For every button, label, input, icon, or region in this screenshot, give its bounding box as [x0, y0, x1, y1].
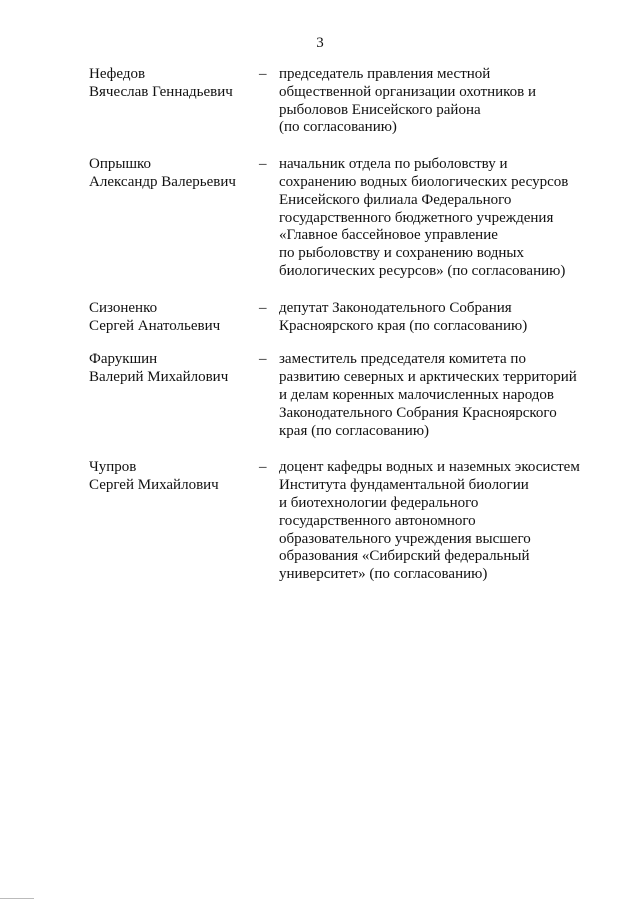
role-line: общественной организации охотников и [279, 83, 537, 100]
role-line: образовательного учреждения высшего [279, 530, 531, 547]
role-line: образования «Сибирский федеральный [279, 548, 530, 565]
member-role [279, 351, 599, 440]
role-line: депутат Законодательного Собрания [279, 299, 512, 316]
role-line: университет» (по согласованию) [279, 566, 488, 583]
member-entry-farukshin [0, 351, 640, 440]
role-line: рыболовов Енисейского района [279, 101, 481, 118]
role-line: Красноярского края (по согласованию) [279, 317, 528, 334]
member-role [279, 66, 599, 137]
member-surname: Сизоненко [89, 299, 158, 316]
role-line: биологических ресурсов» (по согласованию) [279, 262, 566, 279]
role-line: «Главное бассейновое управление [279, 227, 498, 244]
role-line: по рыболовству и сохранению водных [279, 245, 525, 262]
member-entry-opryshko [0, 156, 640, 281]
member-role [279, 156, 599, 281]
member-given-names: Сергей Анатольевич [89, 317, 221, 334]
role-line: и делам коренных малочисленных народов [279, 386, 555, 403]
role-line: Енисейского филиала Федерального [279, 191, 512, 208]
member-name [89, 156, 254, 192]
role-line: государственного автономного [279, 512, 476, 529]
role-line: начальник отдела по рыболовству и [279, 156, 508, 173]
member-given-names: Сергей Михайлович [89, 477, 219, 494]
role-line: развитию северных и арктических территорий [279, 369, 577, 386]
role-line: и биотехнологии федерального [279, 494, 479, 511]
role-line: Института фундаментальной биологии [279, 477, 529, 494]
dash-separator: – [259, 156, 267, 173]
dash-separator: – [259, 351, 267, 368]
member-entry-sizonenko [0, 300, 640, 336]
member-entry-nefedov [0, 66, 640, 137]
member-role [279, 300, 599, 336]
member-surname: Чупров [89, 459, 137, 476]
role-line: Законодательного Собрания Красноярского [279, 404, 557, 421]
dash-separator: – [259, 459, 267, 476]
member-surname: Фарукшин [89, 351, 158, 368]
member-name [89, 300, 254, 336]
role-line: сохранению водных биологических ресурсов [279, 173, 569, 190]
role-line: (по согласованию) [279, 119, 397, 136]
role-line: председатель правления местной [279, 66, 491, 82]
dash-separator: – [259, 66, 267, 82]
scan-edge-mark [0, 898, 34, 899]
member-name [89, 351, 254, 387]
member-name [89, 66, 254, 102]
role-line: государственного бюджетного учреждения [279, 209, 554, 226]
member-entry-chuprov [0, 459, 640, 584]
role-line: края (по согласованию) [279, 422, 430, 439]
member-surname: Нефедов [89, 66, 146, 82]
member-name [89, 459, 254, 495]
member-given-names: Александр Валерьевич [89, 173, 236, 190]
dash-separator: – [259, 299, 267, 316]
member-surname: Опрышко [89, 156, 152, 173]
member-given-names: Вячеслав Геннадьевич [89, 83, 233, 100]
page-number: 3 [316, 35, 324, 51]
member-list [0, 66, 640, 584]
role-line: заместитель председателя комитета по [279, 351, 526, 368]
member-role [279, 459, 599, 584]
role-line: доцент кафедры водных и наземных экосистем [279, 459, 580, 476]
member-given-names: Валерий Михайлович [89, 369, 229, 386]
